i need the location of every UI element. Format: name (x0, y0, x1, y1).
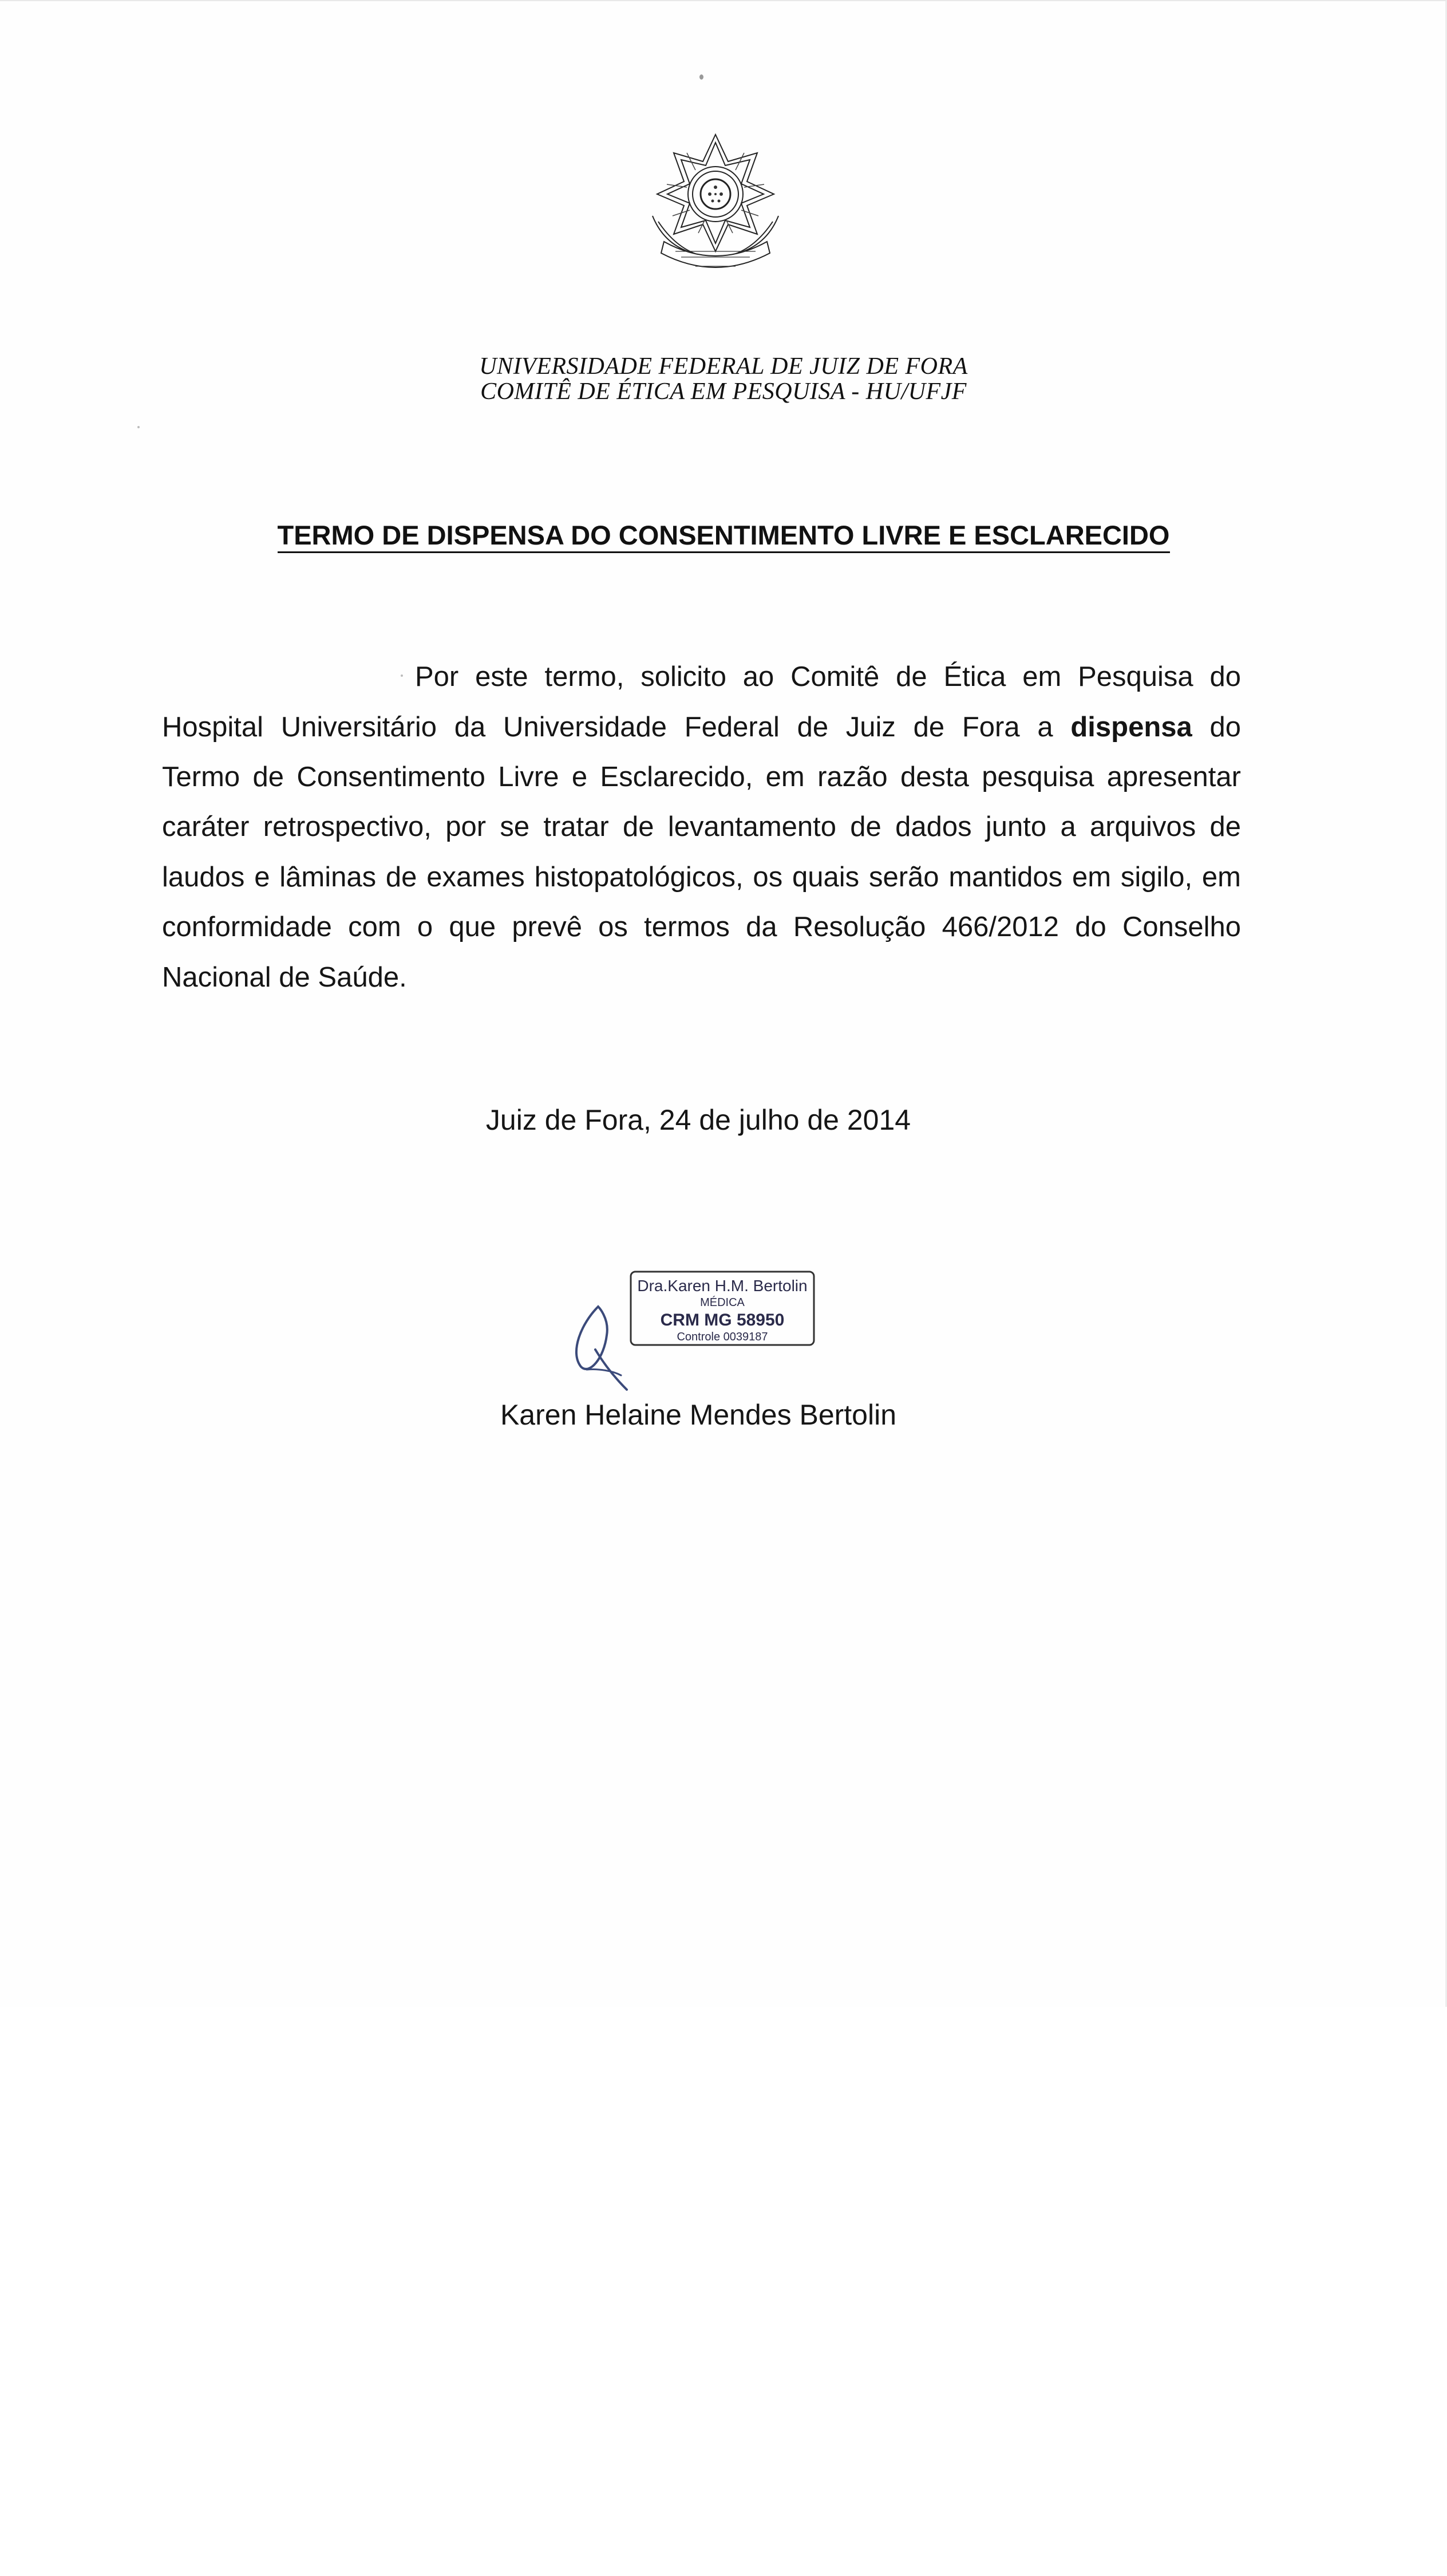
signer-name: Karen Helaine Mendes Bertolin (500, 1399, 897, 1431)
institution-name: UNIVERSIDADE FEDERAL DE JUIZ DE FORA (479, 353, 968, 380)
handwritten-signature (564, 1295, 644, 1392)
body-line-1: Por este termo, solicito ao Comitê de Ética em Pesquisa do (415, 661, 1241, 692)
scan-speck (401, 674, 403, 677)
stamp-name: Dra.Karen H.M. Bertolin (637, 1277, 808, 1295)
body-line-6: conformidade com o que prevê os termos da Resolução 466/2012 do Conselho (162, 912, 1241, 942)
document-title (0, 519, 1447, 551)
body-line-3: Termo de Consentimento Livre e Esclarecido, em razão desta pesquisa apresentar (162, 762, 1241, 792)
dispensa-emphasis: dispensa (1070, 712, 1192, 743)
scan-speck (699, 74, 703, 80)
scan-speck (137, 426, 140, 428)
stamp-role: MÉDICA (700, 1296, 745, 1309)
body-line-4: caráter retrospectivo, por se tratar de levantamento de dados junto a arquivos de (162, 811, 1241, 842)
date-line: Juiz de Fora, 24 de julho de 2014 (485, 1104, 911, 1136)
body-line-7: Nacional de Saúde. (162, 962, 407, 993)
stamp-control: Controle 0039187 (677, 1331, 768, 1343)
doctor-stamp (628, 1269, 817, 1350)
body-line-2 (162, 710, 1241, 744)
brazil-coat-of-arms-emblem (641, 130, 790, 282)
body-line-2-end: do (1209, 712, 1242, 743)
stamp-crm: CRM MG 58950 (660, 1311, 785, 1330)
document-title-text: TERMO DE DISPENSA DO CONSENTIMENTO LIVRE E ESCLARECIDO (278, 520, 1170, 553)
body-line-5: laudos e lâminas de exames histopatológicos, os quais serão mantidos em sigilo, em (162, 862, 1241, 893)
body-line-2-start: Hospital Universitário da Universidade Federal de Juiz de Fora a (162, 712, 1053, 743)
committee-name: COMITÊ DE ÉTICA EM PESQUISA - HU/UFJF (480, 378, 967, 405)
